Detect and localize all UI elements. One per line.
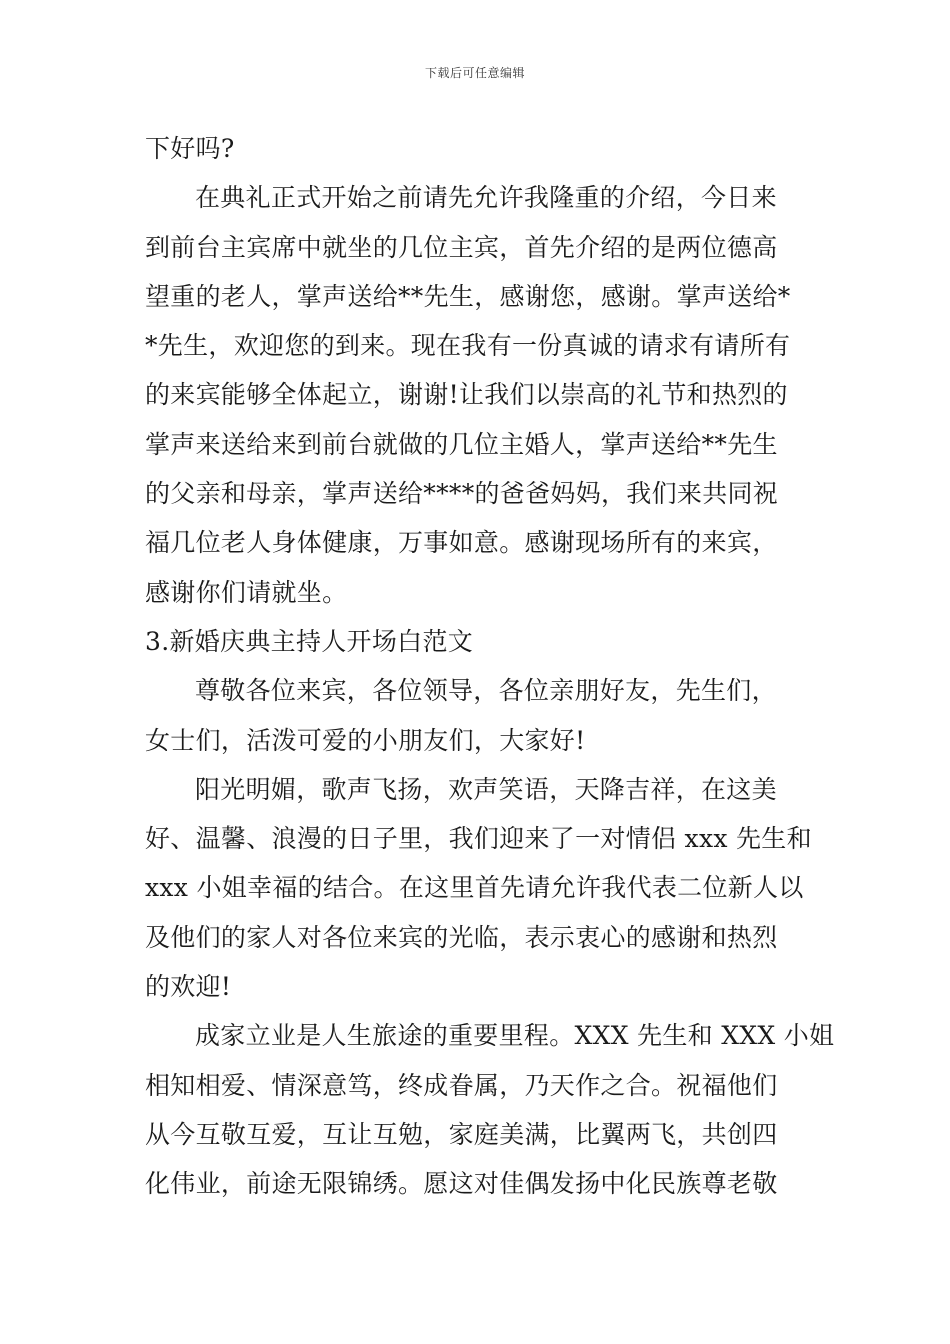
text-line: 的父亲和母亲，掌声送给****的爸爸妈妈，我们来共同祝 <box>145 479 779 509</box>
text-line: 感谢你们请就坐。 <box>145 577 348 607</box>
text-line: xxx 小姐幸福的结合。在这里首先请允许我代表二位新人以 <box>145 873 804 903</box>
page-header: 下载后可任意编辑 <box>424 66 525 80</box>
text-line: 掌声来送给来到前台就做的几位主婚人，掌声送给**先生 <box>145 429 778 459</box>
text-line: 的欢迎! <box>145 972 232 1002</box>
text-line: 好、温馨、浪漫的日子里，我们迎来了一对情侣 xxx 先生和 <box>145 824 812 854</box>
text-line: 下好吗? <box>145 134 235 163</box>
text-line: 到前台主宾席中就坐的几位主宾，首先介绍的是两位德高 <box>145 232 778 262</box>
text-line: 相知相爱、情深意笃，终成眷属，乃天作之合。祝福他们 <box>145 1070 778 1100</box>
text-line: 女士们，活泼可爱的小朋友们，大家好! <box>145 725 586 755</box>
text-line: 化伟业，前途无限锦绣。愿这对佳偶发扬中化民族尊老敬 <box>145 1169 778 1199</box>
text-line: 及他们的家人对各位来宾的光临，表示衷心的感谢和热烈 <box>145 922 778 952</box>
text-line: 在典礼正式开始之前请先允许我隆重的介绍，今日来 <box>195 183 777 213</box>
text-line: *先生，欢迎您的到来。现在我有一份真诚的请求有请所有 <box>145 331 791 361</box>
text-line: 成家立业是人生旅途的重要里程。XXX 先生和 XXX 小姐 <box>195 1021 835 1051</box>
text-line: 阳光明媚，歌声飞扬，欢声笑语，天降吉祥，在这美 <box>195 774 777 804</box>
text-line: 从今互敬互爱，互让互勉，家庭美满，比翼两飞，共创四 <box>145 1119 778 1149</box>
text-line: 尊敬各位来宾，各位领导，各位亲朋好友，先生们， <box>195 676 777 706</box>
text-line: 福几位老人身体健康，万事如意。感谢现场所有的来宾， <box>145 528 778 558</box>
document-body <box>145 124 835 1209</box>
text-line: 的来宾能够全体起立，谢谢!让我们以崇高的礼节和热烈的 <box>145 380 788 410</box>
text-line: 望重的老人，掌声送给**先生，感谢您，感谢。掌声送给* <box>145 281 791 311</box>
section-heading: 3.新婚庆典主持人开场白范文 <box>145 626 474 656</box>
